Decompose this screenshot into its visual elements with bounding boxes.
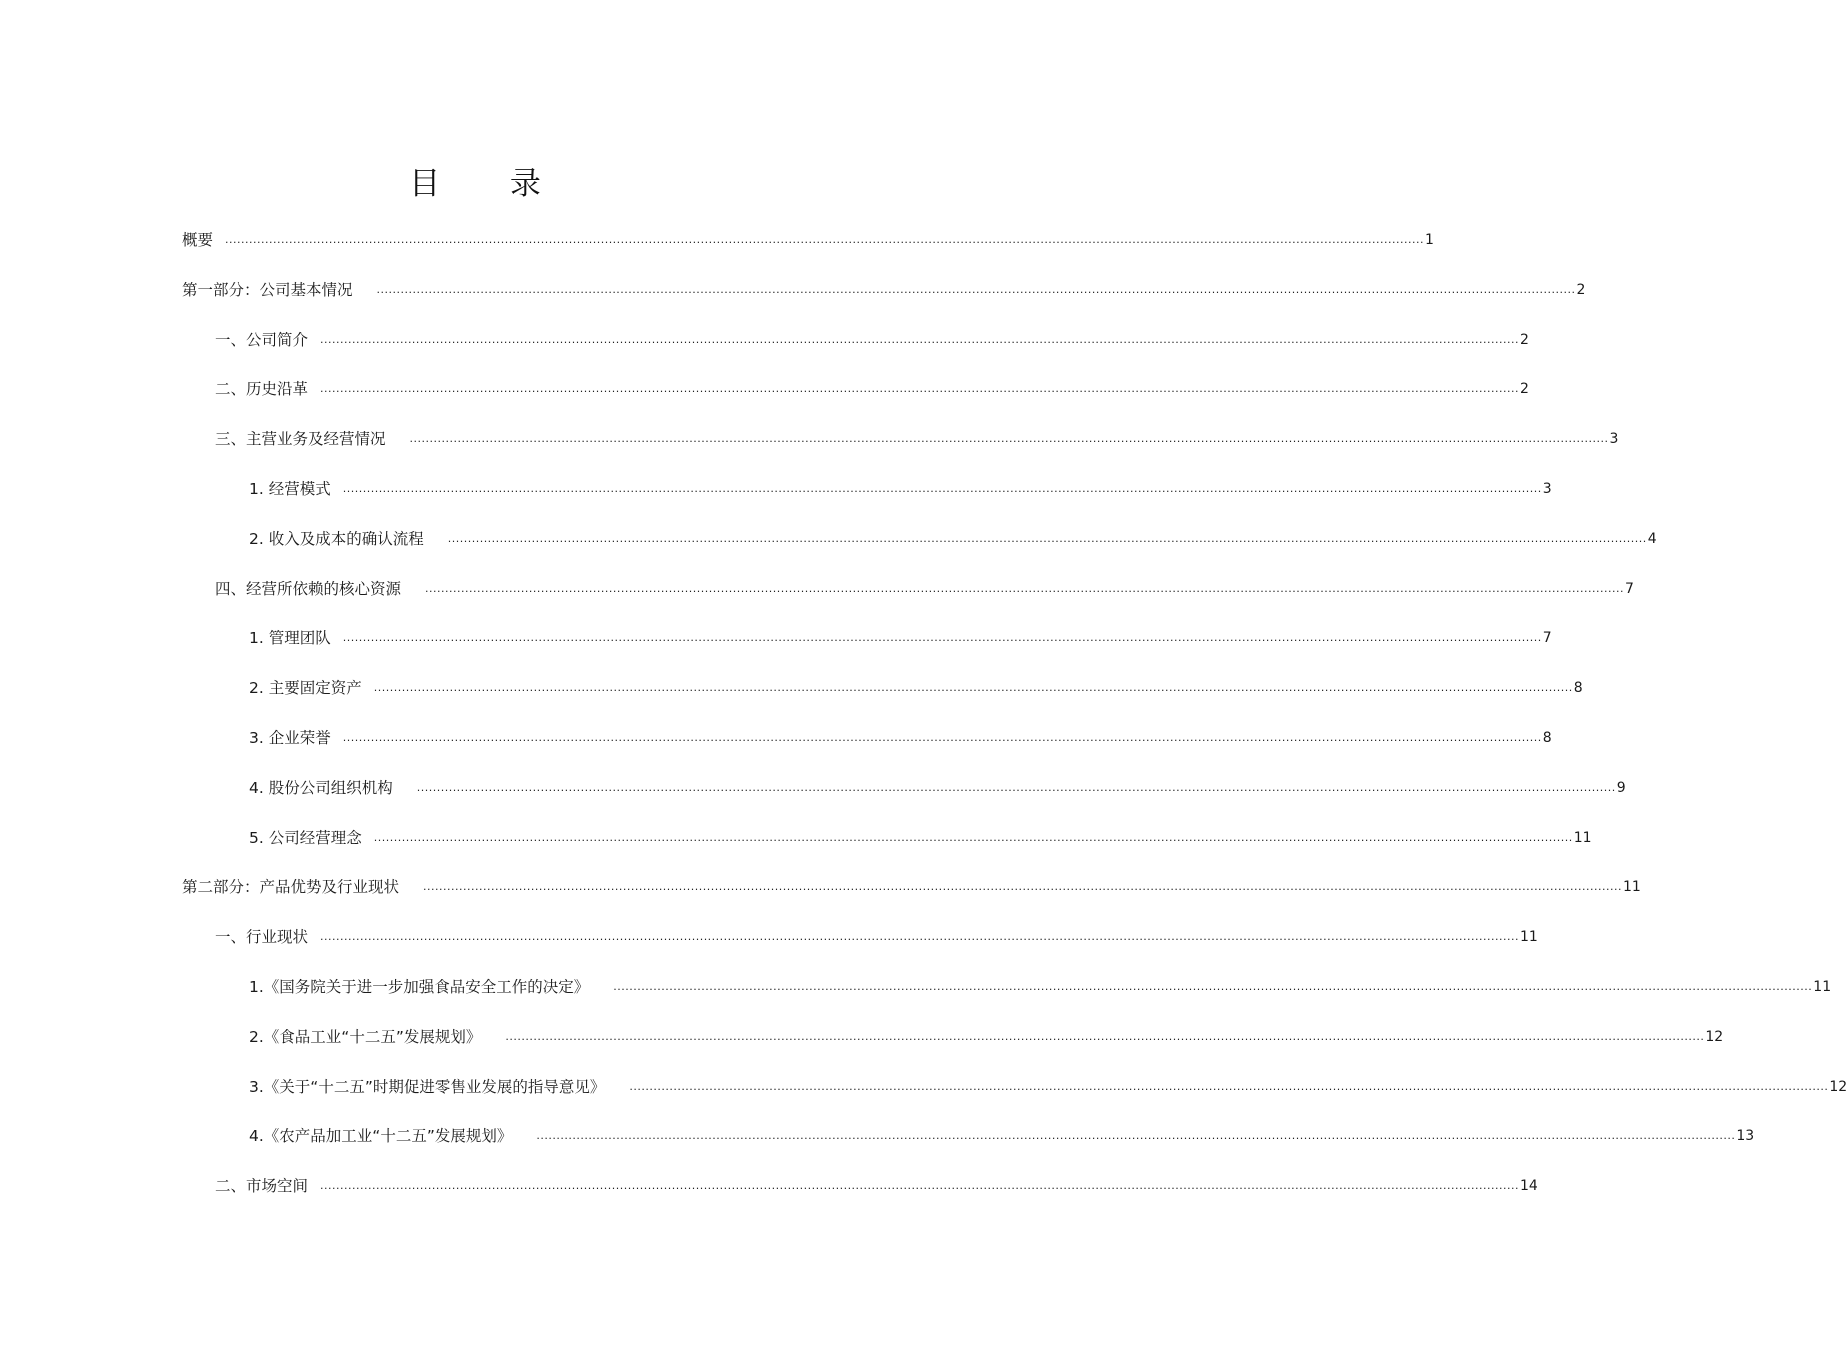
toc-dot-leader: ............................................................................................................................................................................................................................................................................................................ — [225, 233, 1424, 246]
toc-dot-leader: ............................................................................................................................................................................................................................................................................................................ — [409, 432, 1609, 446]
toc-entry[interactable] — [215, 326, 1529, 350]
toc-dot-leader: ............................................................................................................................................................................................................................................................................................................ — [342, 731, 1542, 744]
toc-page-number: 7 — [1542, 630, 1552, 647]
toc-entry-label: 一、行业现状 — [215, 928, 309, 947]
toc-page-number: 14 — [1520, 1178, 1538, 1195]
toc-entry[interactable] — [249, 525, 1657, 549]
toc-dot-leader: ............................................................................................................................................................................................................................................................................................................ — [613, 980, 1813, 993]
toc-entry[interactable] — [249, 1122, 1755, 1146]
toc-page-number: 3 — [1542, 481, 1552, 497]
toc-dot-leader: ............................................................................................................................................................................................................................................................................................................ — [423, 880, 1622, 894]
toc-entry-label: 概要 — [182, 231, 214, 249]
toc-dot-leader: ............................................................................................................................................................................................................................................................................................................ — [505, 1029, 1705, 1043]
toc-dot-leader: ............................................................................................................................................................................................................................................................................................................ — [320, 1179, 1519, 1193]
toc-page-number: 3 — [1609, 431, 1619, 448]
toc-dot-leader: ............................................................................................................................................................................................................................................................................................................ — [536, 1129, 1736, 1143]
toc-page-number: 12 — [1829, 1078, 1847, 1095]
toc-page-number: 11 — [1573, 829, 1592, 846]
toc-entry[interactable] — [249, 973, 1832, 997]
toc-dot-leader: ............................................................................................................................................................................................................................................................................................................ — [425, 581, 1624, 595]
toc-dot-leader: ............................................................................................................................................................................................................................................................................................................ — [320, 332, 1519, 346]
toc-page-number: 9 — [1616, 779, 1626, 796]
toc-entry[interactable] — [249, 674, 1583, 698]
toc-entry[interactable] — [249, 824, 1592, 848]
toc-entry-label: 第二部分：产品优势及行业现状 — [182, 878, 400, 897]
toc-entry-label: 1. 经营模式 — [249, 480, 331, 498]
toc-entry-label: 4.《农产品加工业“十二五”发展规划》 — [249, 1127, 513, 1146]
toc-page-number: 13 — [1736, 1128, 1755, 1145]
toc-entry[interactable] — [182, 276, 1586, 300]
toc-entry[interactable] — [215, 575, 1634, 599]
toc-entry-label: 第一部分：公司基本情况 — [182, 280, 353, 299]
toc-page-number: 8 — [1542, 730, 1552, 746]
toc-entry-label: 三、主营业务及经营情况 — [215, 430, 386, 449]
toc-dot-leader: ............................................................................................................................................................................................................................................................................................................ — [342, 482, 1542, 495]
toc-entry-label: 3.《关于“十二五”时期促进零售业发展的指导意见》 — [249, 1077, 606, 1096]
toc-dot-leader: ............................................................................................................................................................................................................................................................................................................ — [373, 681, 1573, 695]
toc-page-number: 11 — [1520, 929, 1538, 946]
toc-page-number: 2 — [1520, 381, 1529, 398]
toc-page-number: 4 — [1647, 530, 1657, 547]
toc-page-number: 11 — [1813, 979, 1832, 995]
toc-entry-label: 二、市场空间 — [215, 1177, 309, 1196]
toc-entry[interactable] — [215, 1172, 1538, 1196]
toc-entry-label: 二、历史沿革 — [215, 380, 309, 399]
toc-page-number: 7 — [1625, 580, 1634, 597]
toc-entry-label: 5. 公司经营理念 — [249, 828, 362, 847]
toc-page-number: 2 — [1520, 331, 1529, 348]
toc-entry[interactable] — [249, 1023, 1724, 1047]
toc-entry-label: 1.《国务院关于进一步加强食品安全工作的决定》 — [249, 978, 590, 996]
toc-dot-leader: ............................................................................................................................................................................................................................................................................................................ — [447, 531, 1647, 545]
toc-entry[interactable] — [249, 724, 1552, 748]
toc-entry[interactable] — [215, 923, 1538, 947]
toc-dot-leader: ............................................................................................................................................................................................................................................................................................................ — [320, 382, 1519, 396]
toc-entry[interactable] — [215, 425, 1619, 449]
toc-entry[interactable] — [249, 624, 1552, 648]
toc-entry[interactable] — [249, 475, 1552, 499]
toc-entry-label: 一、公司简介 — [215, 330, 309, 349]
toc-entry-label: 3. 企业荣誉 — [249, 729, 331, 747]
toc-entry[interactable] — [215, 375, 1529, 399]
toc-entry-label: 2. 收入及成本的确认流程 — [249, 529, 424, 548]
toc-dot-leader: ............................................................................................................................................................................................................................................................................................................ — [376, 282, 1576, 296]
toc-page-number: 11 — [1623, 879, 1641, 896]
toc-page-number: 1 — [1425, 232, 1434, 248]
toc-page-number: 2 — [1576, 281, 1586, 298]
toc-entry[interactable] — [182, 226, 1434, 250]
toc-entry-label: 2.《食品工业“十二五”发展规划》 — [249, 1027, 482, 1046]
toc-page-number: 12 — [1705, 1028, 1724, 1045]
toc-dot-leader: ............................................................................................................................................................................................................................................................................................................ — [342, 631, 1542, 645]
toc-entry[interactable] — [249, 1073, 1847, 1097]
toc-entry[interactable] — [182, 873, 1641, 897]
toc-entry[interactable] — [249, 774, 1626, 798]
toc-page-number: 8 — [1573, 680, 1583, 697]
toc-dot-leader: ............................................................................................................................................................................................................................................................................................................ — [320, 930, 1519, 944]
toc-entry-label: 1. 管理团队 — [249, 629, 331, 648]
toc-dot-leader: ............................................................................................................................................................................................................................................................................................................ — [416, 780, 1616, 794]
toc-dot-leader: ............................................................................................................................................................................................................................................................................................................ — [373, 830, 1573, 844]
toc-entry-label: 4. 股份公司组织机构 — [249, 778, 393, 797]
toc-entry-label: 四、经营所依赖的核心资源 — [215, 579, 402, 598]
toc-title: 目 录 — [409, 166, 571, 202]
toc-entry-label: 2. 主要固定资产 — [249, 679, 362, 698]
toc-dot-leader: ............................................................................................................................................................................................................................................................................................................ — [629, 1079, 1829, 1093]
